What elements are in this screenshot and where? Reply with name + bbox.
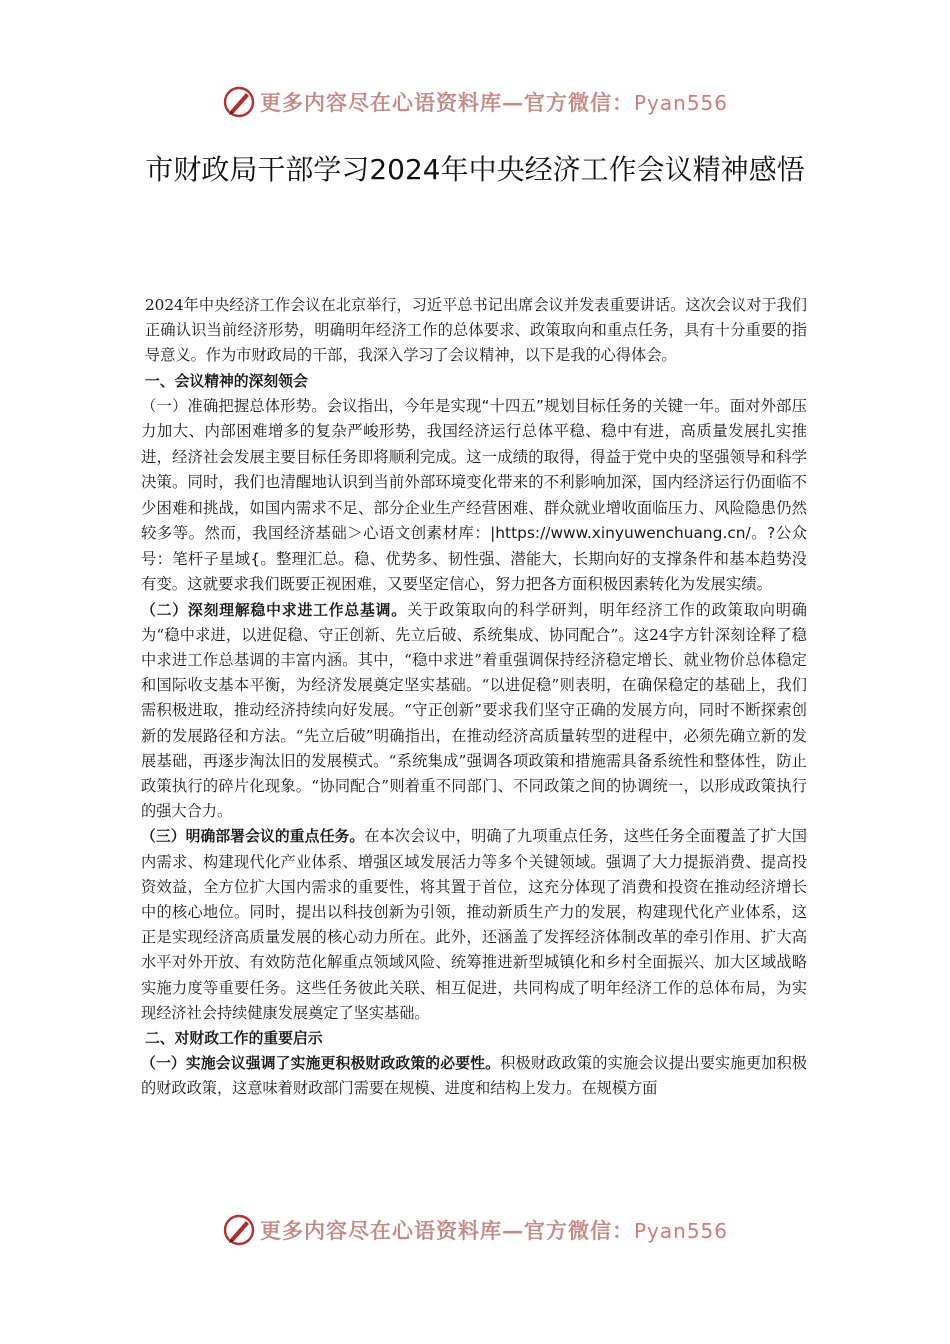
document-title: 市财政局干部学习2024年中央经济工作会议精神感悟 <box>145 153 805 186</box>
pen-logo-icon <box>222 85 256 119</box>
header-watermark <box>0 82 950 122</box>
footer-watermark <box>0 1210 950 1250</box>
section-1-item-2-text: 关于政策取向的科学研判，明年经济工作的政策取向明确为“稳中求进，以进促稳、守正创新、先立后破、系统集成、协同配合”。这24字方针深刻诠释了稳中求进工作总基调的丰富内涵。其中，“稳中求进”着重强调保持经济稳定增长、就业物价总体稳定和国际收支基本平衡，为经济发展奠定坚实基础。“以进促稳”则表明，在确保稳定的基础上，我们需积极进取，推动经济持续向好发展。“守正创新”要求我们坚守正确的发展方向，同时不断探索创新的发展路径和方法。“先立后破”明确指出，在推动经济高质量转型的进程中，必须先确立新的发展基础，再逐步淘汰旧的发展模式。“系统集成”强调各项政策和措施需具备系统性和整体性，防止政策执行的碎片化现象。“协同配合”则着重不同部门、不同政策之间的协调统一，以形成政策执行的强大合力。 <box>141 600 807 821</box>
watermark-text: 更多内容尽在心语资料库—官方微信：Pyan556 <box>259 90 728 115</box>
section-1-item-2 <box>141 598 807 825</box>
section-1-item-3-text: 在本次会议中，明确了九项重点任务，这些任务全面覆盖了扩大国内需求、构建现代化产业体系、增强区域发展活力等多个关键领域。强调了大力提振消费、提高投资效益，全方位扩大国内需求的重要性，将其置于首位，这充分体现了消费和投资在推动经济增长中的核心地位。同时，提出以科技创新为引领，推动新质生产力的发展，构建现代化产业体系，这正是实现经济高质量发展的核心动力所在。此外，还涵盖了发挥经济体制改革的牵引作用、扩大高水平对外开放、有效防范化解重点领域风险、统筹推进新型城镇化和乡村全面振兴、加大区域战略实施力度等重要任务。这些任务彼此关联、相互促进，共同构成了明年经济工作的总体布局，为实现经济社会持续健康发展奠定了坚实基础。 <box>141 827 807 1022</box>
section-1-item-2-lead: （二）深刻理解稳中求进工作总基调。 <box>141 601 407 619</box>
watermark-text: 更多内容尽在心语资料库—官方微信：Pyan556 <box>259 1218 728 1243</box>
section-1-item-1: （一）准确把握总体形势。会议指出，今年是实现“十四五”规划目标任务的关键一年。面对外部压力加大、内部困难增多的复杂严峻形势，我国经济运行总体平稳、稳中有进，高质量发展扎实推进，经济社会发展主要目标任务即将顺利完成。这一成绩的取得，得益于党中央的坚强领导和科学决策。同时，我们也清醒地认识到当前外部环境变化带来的不利影响加深，国内经济运行仍面临不少困难和挑战，如国内需求不足、部分企业生产经营困难、群众就业增收面临压力、风险隐患仍然较多等。然而，我国经济基础＞心语文创素材库：|https://www.xinyuwenchuang.cn/。?公众号：笔杆子星域{。整理汇总。稳、优势多、韧性强、潜能大，长期向好的支撑条件和基本趋势没有变。这就要求我们既要正视困难，又要坚定信心，努力把各方面积极因素转化为发展实绩。 <box>141 396 807 594</box>
document-body <box>141 293 808 1101</box>
pen-logo-icon <box>222 1213 256 1247</box>
intro-paragraph: 2024年中央经济工作会议在北京举行，习近平总书记出席会议并发表重要讲话。这次会议对于我们正确认识当前经济形势，明确明年经济工作的总体要求、政策取向和重点任务，具有十分重要的指导意义。作为市财政局的干部，我深入学习了会议精神，以下是我的心得体会。 <box>145 296 807 365</box>
section-1-heading: 一、会议精神的深刻领会 <box>145 372 308 390</box>
section-2-item-1 <box>141 1051 807 1101</box>
section-2-heading: 二、对财政工作的重要启示 <box>145 1030 323 1048</box>
section-1-item-3-lead: （三）明确部署会议的重点任务。 <box>141 828 365 846</box>
section-2-item-1-lead: （一）实施会议强调了实施更积极财政政策的必要性。 <box>141 1055 501 1073</box>
section-2-item-1-text: 积极财政政策的实施会议提出要实施更加积极的财政政策，这意味着财政部门需要在规模、进度和结构上发力。在规模方面 <box>141 1054 808 1098</box>
section-1-item-3 <box>141 824 807 1026</box>
